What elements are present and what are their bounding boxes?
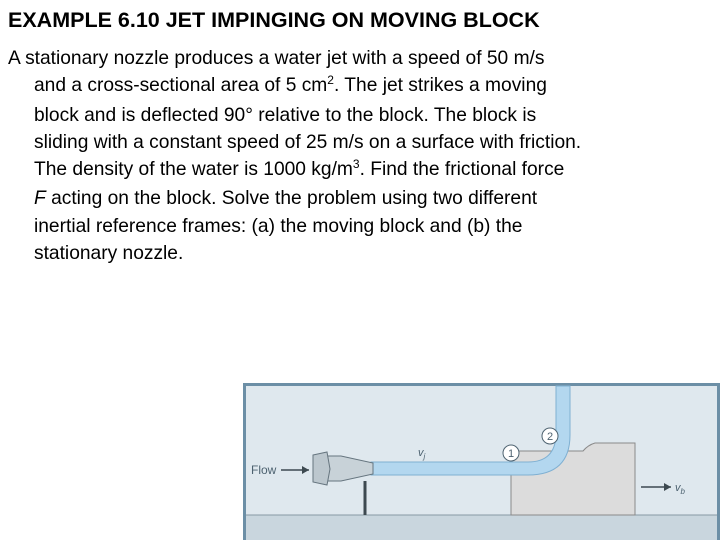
problem-line-3: block and is deflected 90° relative to the block. The block is — [34, 104, 537, 126]
problem-line-2-text-a: and a cross-sectional area of 5 cm — [34, 75, 328, 97]
jet-velocity-subscript: j — [423, 452, 426, 461]
area-unit-exponent: 2 — [327, 73, 334, 88]
station-1-label: 1 — [507, 448, 515, 460]
jet-block-figure — [243, 383, 720, 540]
problem-line-4: sliding with a constant speed of 25 m/s on a surface with friction. — [34, 131, 582, 153]
problem-line-8: stationary nozzle. — [34, 243, 184, 265]
problem-line-2-text-b: . The jet strikes a moving — [333, 75, 547, 97]
problem-line-5-text-a: The density of the water is 1000 kg/m — [34, 159, 353, 181]
problem-line-6-text: acting on the block. Solve the problem using two different — [45, 188, 538, 210]
nozzle-flange — [313, 452, 330, 485]
block-velocity-symbol: v — [675, 482, 681, 494]
example-title: EXAMPLE 6.10 JET IMPINGING ON MOVING BLOCK — [8, 8, 540, 32]
figure-drawing — [243, 383, 720, 540]
problem-line-2 — [8, 72, 714, 101]
jet-velocity-symbol: v — [418, 447, 424, 459]
density-unit-exponent: 3 — [352, 157, 360, 172]
problem-line-5 — [8, 156, 714, 185]
station-2-label: 2 — [546, 431, 554, 443]
problem-line-7: inertial reference frames: (a) the moving block and (b) the — [34, 215, 523, 237]
moving-block — [511, 443, 635, 515]
force-variable: F — [34, 188, 46, 210]
block-velocity-subscript: b — [680, 487, 685, 496]
problem-line-1: A stationary nozzle produces a water jet with a speed of 50 m/s — [8, 48, 545, 69]
problem-line-5-text-b: . Find the frictional force — [359, 159, 565, 181]
problem-statement — [8, 45, 714, 267]
flow-label: Flow — [251, 463, 277, 477]
ground-surface — [246, 515, 717, 540]
problem-line-6 — [8, 185, 714, 212]
